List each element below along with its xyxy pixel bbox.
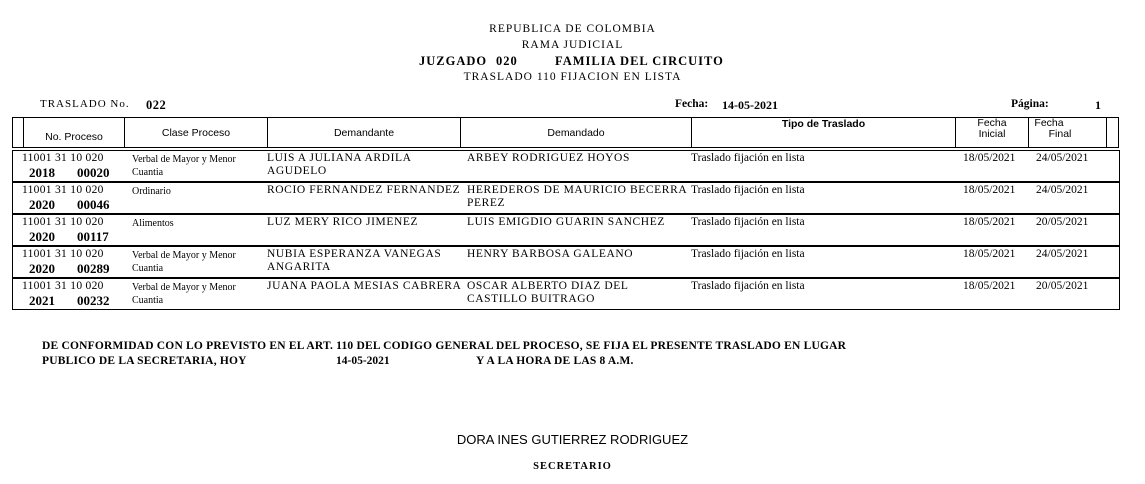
footer-paragraph-line2: PUBLICO DE LA SECRETARIA, HOY: [42, 355, 247, 367]
header-line-rama: RAMA JUDICIAL: [521, 39, 624, 51]
clase-proceso: Ordinario: [132, 186, 171, 197]
fecha-inicial: 18/05/2021: [963, 152, 1016, 164]
proceso-year: 2018: [29, 165, 55, 180]
fecha-final: 24/05/2021: [1036, 152, 1089, 164]
demandante: JUANA PAOLA MESIAS CABRERA: [267, 280, 462, 292]
fecha-final: 24/05/2021: [1036, 248, 1089, 260]
table-row: [12, 182, 1120, 214]
clase-proceso: Verbal de Mayor y Menor Cuantia: [132, 154, 236, 178]
footer-hour: Y A LA HORA DE LAS 8 A.M.: [476, 355, 634, 367]
table-header: [12, 117, 1119, 148]
juzgado-label: JUZGADO: [419, 54, 488, 68]
proceso-number: 00232: [77, 293, 110, 308]
table-row: [12, 214, 1120, 246]
header-fecha-inicial-2: Inicial: [978, 128, 1006, 140]
demandante: NUBIA ESPERANZA VANEGAS ANGARITA: [267, 248, 442, 273]
header-fecha-final-1: Fecha: [1034, 117, 1064, 129]
table-row: [12, 278, 1120, 310]
fecha-final: 20/05/2021: [1036, 216, 1089, 228]
tipo-traslado: Traslado fijación en lista: [691, 152, 805, 164]
proceso-number: 00020: [77, 165, 110, 180]
demandado: OSCAR ALBERTO DIAZ DEL CASTILLO BUITRAGO: [467, 280, 629, 305]
fecha-inicial: 18/05/2021: [963, 184, 1016, 196]
pagina-label: Página:: [1011, 98, 1049, 110]
header-fecha-final-2: Final: [1048, 128, 1072, 140]
header-line-republica: REPUBLICA DE COLOMBIA: [489, 23, 656, 35]
demandado: HENRY BARBOSA GALEANO: [467, 248, 634, 260]
footer-date: 14-05-2021: [336, 355, 390, 367]
proceso-code: 11001 31 10 020: [22, 184, 104, 196]
header-fecha-inicial-1: Fecha: [977, 117, 1007, 129]
proceso-year: 2020: [29, 229, 55, 244]
signer-name: DORA INES GUTIERREZ RODRIGUEZ: [456, 432, 689, 447]
proceso-year: 2021: [29, 293, 55, 308]
pagina-value: 1: [1095, 98, 1101, 112]
fecha-inicial: 18/05/2021: [963, 216, 1016, 228]
tipo-traslado: Traslado fijación en lista: [691, 248, 805, 260]
proceso-number: 00289: [77, 261, 110, 276]
tipo-traslado: Traslado fijación en lista: [691, 184, 805, 196]
juzgado-number: 020: [496, 54, 518, 68]
traslado-label: TRASLADO No.: [40, 98, 130, 110]
proceso-number: 00117: [77, 229, 109, 244]
signer-role: SECRETARIO: [533, 461, 612, 472]
demandado: ARBEY RODRIGUEZ HOYOS: [467, 152, 630, 164]
proceso-code: 11001 31 10 020: [22, 280, 104, 292]
tipo-traslado: Traslado fijación en lista: [691, 216, 805, 228]
demandante: LUIS A JULIANA ARDILA AGUDELO: [267, 152, 411, 177]
proceso-year: 2020: [29, 261, 55, 276]
header-proceso: No. Proceso: [45, 131, 103, 143]
fecha-inicial: 18/05/2021: [963, 280, 1016, 292]
proceso-year: 2020: [29, 197, 55, 212]
demandado: LUIS EMIGDIO GUARIN SANCHEZ: [467, 216, 665, 228]
table-row: [12, 246, 1120, 278]
demandado: HEREDEROS DE MAURICIO BECERRA PEREZ: [467, 184, 687, 209]
clase-proceso: Verbal de Mayor y Menor Cuantia: [132, 282, 236, 306]
traslado-number: 022: [146, 98, 167, 112]
table-row: [12, 150, 1120, 182]
clase-proceso: Verbal de Mayor y Menor Cuantia: [132, 250, 236, 274]
header-tipo-traslado: Tipo de Traslado: [781, 118, 866, 130]
fecha-value: 14-05-2021: [722, 98, 778, 112]
proceso-number: 00046: [77, 197, 110, 212]
proceso-code: 11001 31 10 020: [22, 248, 104, 260]
proceso-code: 11001 31 10 020: [22, 152, 104, 164]
footer-paragraph-line1: DE CONFORMIDAD CON LO PREVISTO EN EL ART. 110 DEL CODIGO GENERAL DEL PROCESO, SE FIJA EL PRESENTE TRASLADO EN LUGAR: [42, 340, 847, 352]
juzgado-type: FAMILIA DEL CIRCUITO: [555, 54, 724, 68]
header-demandante: Demandante: [333, 127, 395, 139]
demandante: ROCIO FERNANDEZ FERNANDEZ: [267, 184, 461, 196]
clase-proceso: Alimentos: [132, 218, 174, 229]
fecha-final: 24/05/2021: [1036, 184, 1089, 196]
fecha-inicial: 18/05/2021: [963, 248, 1016, 260]
fecha-final: 20/05/2021: [1036, 280, 1089, 292]
fecha-label: Fecha:: [675, 98, 709, 110]
tipo-traslado: Traslado fijación en lista: [691, 280, 805, 292]
header-line-traslado: TRASLADO 110 FIJACION EN LISTA: [463, 71, 682, 83]
header-demandado: Demandado: [547, 127, 605, 139]
header-clase-proceso: Clase Proceso: [161, 127, 231, 139]
proceso-code: 11001 31 10 020: [22, 216, 104, 228]
demandante: LUZ MERY RICO JIMENEZ: [267, 216, 419, 228]
